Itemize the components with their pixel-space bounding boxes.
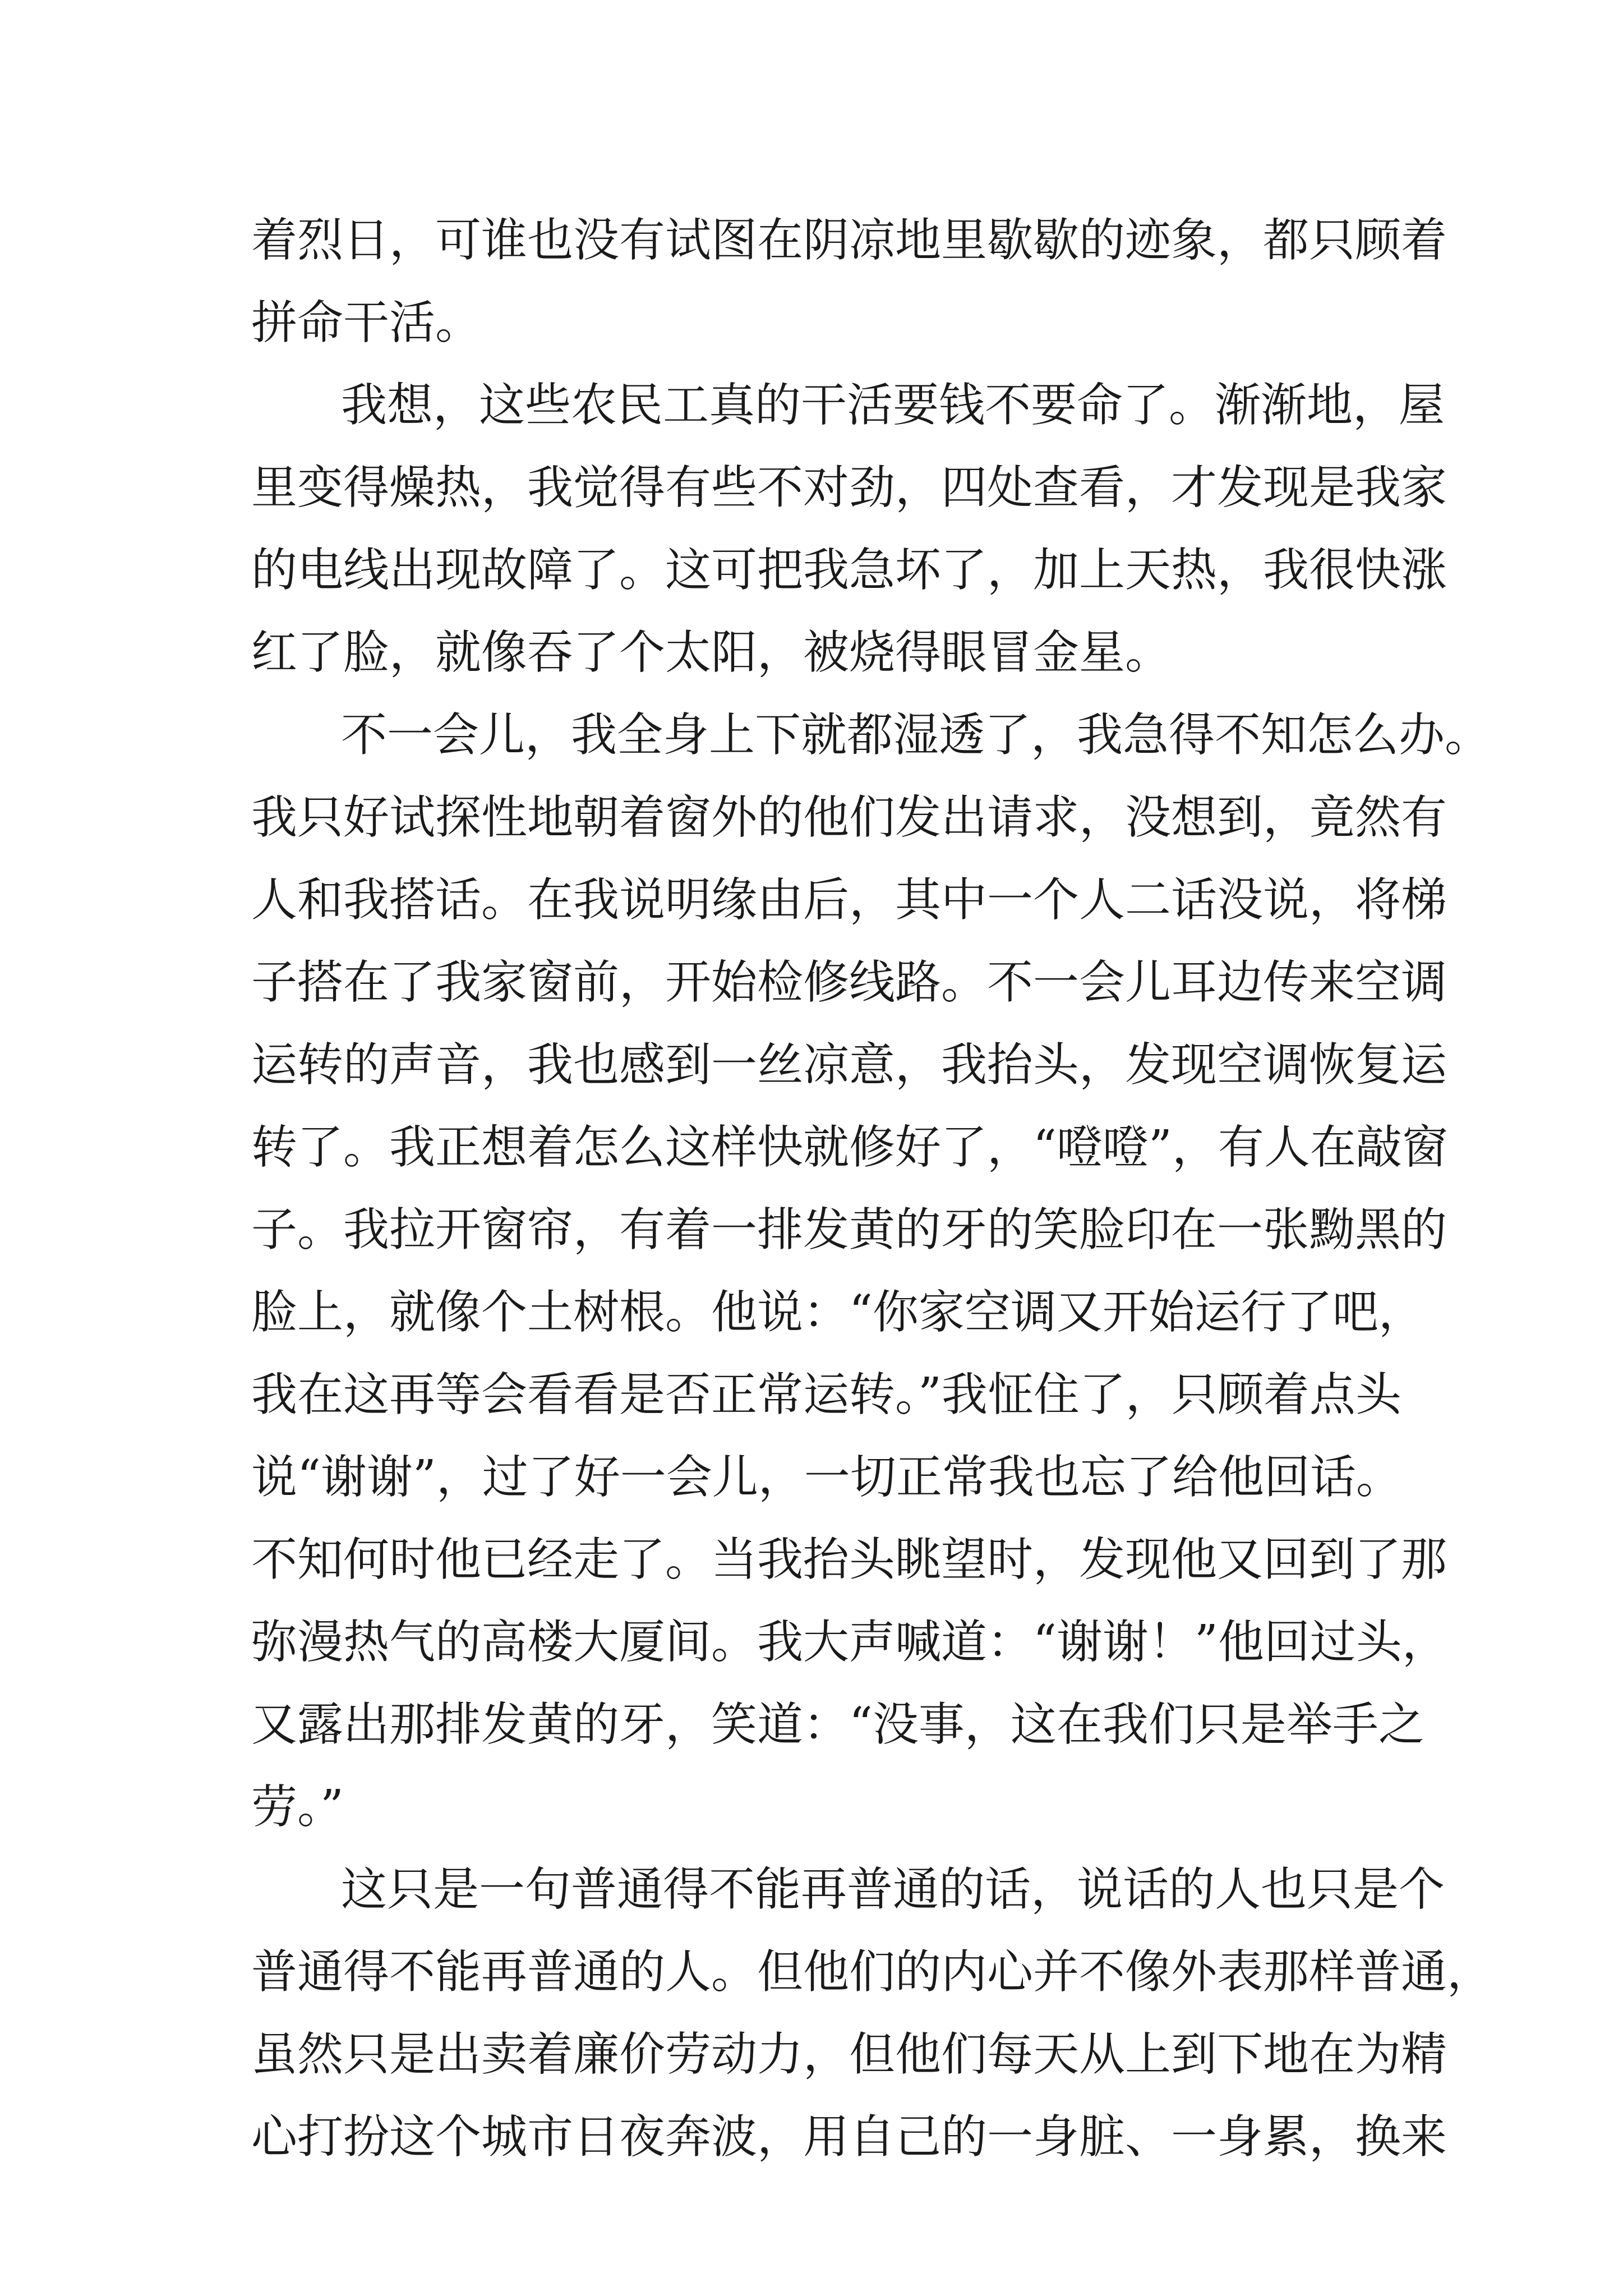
document-body [251,199,1493,2178]
text-line: 红了脸，就像吞了个太阳，被烧得眼冒金星。 [251,626,1172,679]
text-line: 心打扮这个城市日夜奔波，用自己的一身脏、一身累，换来 [251,2110,1447,2164]
text-line: 弥漫热气的高楼大厦间。我大声喊道：“谢谢！”他回过头， [251,1616,1448,1669]
text-line: 脸上，就像个土树根。他说：“你家空调又开始运行了吧， [251,1286,1424,1339]
text-line: 不一会儿，我全身上下就都湿透了，我急得不知怎么办。 [341,708,1491,762]
text-line: 说“谢谢”，过了好一会儿，一切正常我也忘了给他回话。 [251,1451,1402,1504]
text-line: 这只是一句普通得不能再普通的话，说话的人也只是个 [341,1863,1445,1916]
text-line: 我想，这些农民工真的干活要钱不要命了。渐渐地，屋 [341,379,1445,432]
text-line: 的电线出现故障了。这可把我急坏了，加上天热，我很快涨 [251,544,1447,597]
text-line: 虽然只是出卖着廉价劳动力，但他们每天从上到下地在为精 [251,2028,1447,2081]
text-line: 劳。” [251,1780,344,1834]
text-line: 人和我搭话。在我说明缘由后，其中一个人二话没说，将梯 [251,873,1447,927]
text-line: 子搭在了我家窗前，开始检修线路。不一会儿耳边传来空调 [251,956,1447,1009]
text-line: 运转的声音，我也感到一丝凉意，我抬头，发现空调恢复运 [251,1038,1447,1092]
text-line: 不知何时他已经走了。当我抬头眺望时，发现他又回到了那 [251,1533,1447,1586]
text-line: 子。我拉开窗帘，有着一排发黄的牙的笑脸印在一张黝黑的 [251,1203,1447,1257]
text-line: 拼命干活。 [251,296,482,349]
text-line: 着烈日，可谁也没有试图在阴凉地里歇歇的迹象，都只顾着 [251,214,1447,267]
text-line: 里变得燥热，我觉得有些不对劲，四处查看，才发现是我家 [251,461,1447,514]
text-line: 我在这再等会看看是否正常运转。”我怔住了，只顾着点头 [251,1368,1401,1421]
text-line: 普通得不能再普通的人。但他们的内心并不像外表那样普通， [251,1945,1493,1999]
text-line: 我只好试探性地朝着窗外的他们发出请求，没想到，竟然有 [251,791,1447,844]
text-line: 转了。我正想着怎么这样快就修好了，“噔噔”，有人在敲窗 [251,1121,1448,1174]
text-line: 又露出那排发黄的牙，笑道：“没事，这在我们只是举手之 [251,1698,1424,1751]
